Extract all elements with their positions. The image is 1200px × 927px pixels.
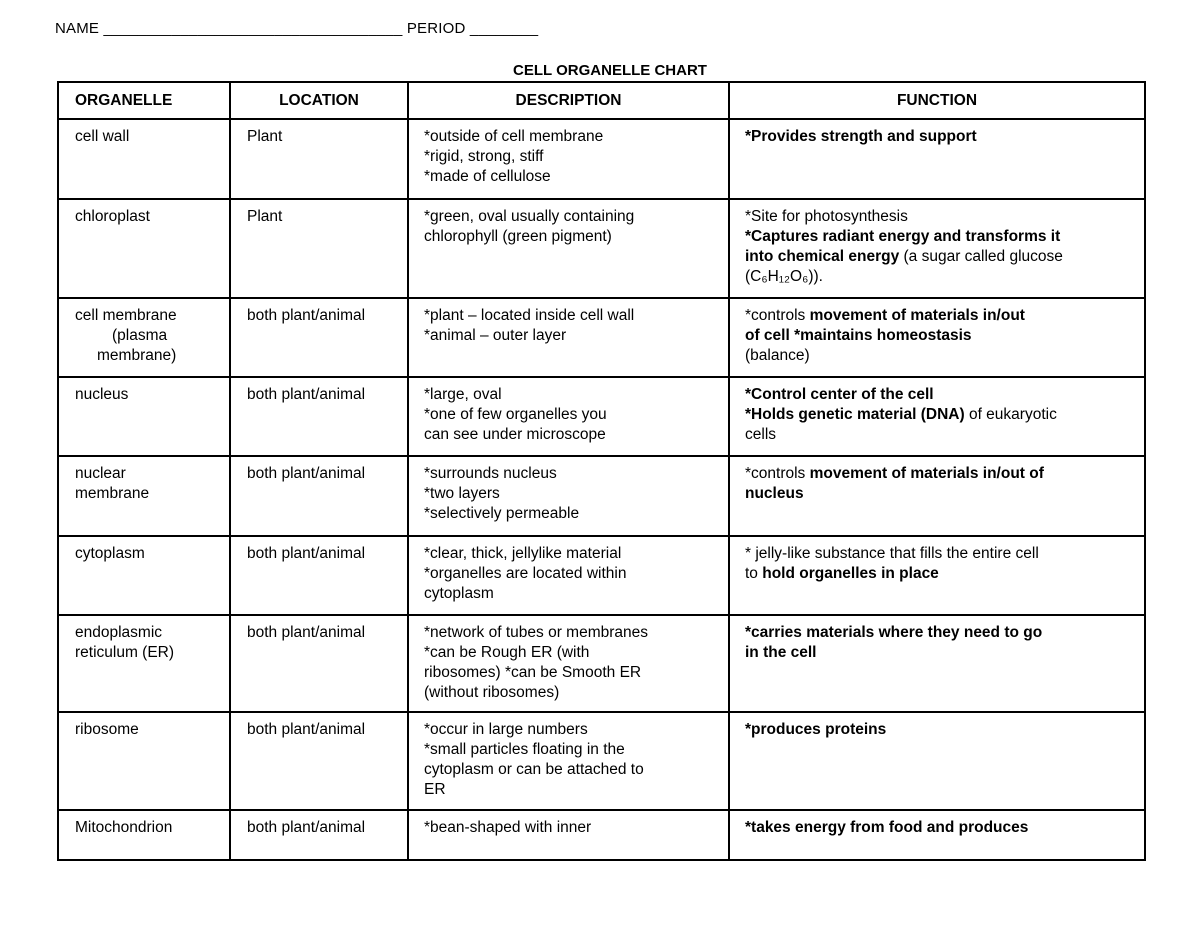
location-cell: both plant/animal	[230, 377, 408, 456]
function-cell: *Control center of the cell *Holds genetic material (DNA) of eukaryotic cells	[729, 377, 1145, 456]
organelle-cell: cell membrane (plasma membrane)	[58, 298, 230, 377]
column-header-organelle: ORGANELLE	[58, 82, 230, 119]
description-cell: *large, oval *one of few organelles you can see under microscope	[408, 377, 729, 456]
table-row	[58, 536, 1145, 615]
table-row	[58, 377, 1145, 456]
function-cell: * jelly-like substance that fills the entire cell to hold organelles in place	[729, 536, 1145, 615]
function-cell: *produces proteins	[729, 712, 1145, 810]
table-row	[58, 615, 1145, 712]
table-header-row	[58, 82, 1145, 119]
location-cell: Plant	[230, 199, 408, 298]
function-cell: *Site for photosynthesis *Captures radiant energy and transforms it into chemical energy (a sugar called glucose (C₆H₁₂O₆)).	[729, 199, 1145, 298]
organelle-cell: cell wall	[58, 119, 230, 199]
description-cell: *green, oval usually containing chlorophyll (green pigment)	[408, 199, 729, 298]
table-row	[58, 712, 1145, 810]
organelle-cell: endoplasmic reticulum (ER)	[58, 615, 230, 712]
description-cell: *bean-shaped with inner	[408, 810, 729, 860]
table-row	[58, 298, 1145, 377]
chart-title: CELL ORGANELLE CHART	[513, 62, 707, 79]
organelle-cell: nuclear membrane	[58, 456, 230, 536]
organelle-cell: nucleus	[58, 377, 230, 456]
description-cell: *surrounds nucleus *two layers *selectively permeable	[408, 456, 729, 536]
function-cell: *controls movement of materials in/out of nucleus	[729, 456, 1145, 536]
column-header-function: FUNCTION	[729, 82, 1145, 119]
table-row	[58, 199, 1145, 298]
location-cell: both plant/animal	[230, 536, 408, 615]
location-cell: both plant/animal	[230, 712, 408, 810]
table-row	[58, 456, 1145, 536]
location-cell: Plant	[230, 119, 408, 199]
organelle-cell: chloroplast	[58, 199, 230, 298]
organelle-cell: ribosome	[58, 712, 230, 810]
location-cell: both plant/animal	[230, 615, 408, 712]
organelle-cell: Mitochondrion	[58, 810, 230, 860]
table-row	[58, 810, 1145, 860]
function-cell: *carries materials where they need to go in the cell	[729, 615, 1145, 712]
location-cell: both plant/animal	[230, 456, 408, 536]
function-cell: *takes energy from food and produces	[729, 810, 1145, 860]
description-cell: *outside of cell membrane *rigid, strong, stiff *made of cellulose	[408, 119, 729, 199]
organelle-cell: cytoplasm	[58, 536, 230, 615]
description-cell: *network of tubes or membranes *can be Rough ER (with ribosomes) *can be Smooth ER (without ribosomes)	[408, 615, 729, 712]
organelle-table	[57, 81, 1146, 861]
column-header-location: LOCATION	[230, 82, 408, 119]
description-cell: *clear, thick, jellylike material *organelles are located within cytoplasm	[408, 536, 729, 615]
table-row	[58, 119, 1145, 199]
location-cell: both plant/animal	[230, 298, 408, 377]
function-cell: *controls movement of materials in/out of cell *maintains homeostasis (balance)	[729, 298, 1145, 377]
function-cell: *Provides strength and support	[729, 119, 1145, 199]
description-cell: *occur in large numbers *small particles floating in the cytoplasm or can be attached to ER	[408, 712, 729, 810]
location-cell: both plant/animal	[230, 810, 408, 860]
name-period-line: NAME ___________________________________ PERIOD ________	[55, 20, 539, 37]
column-header-description: DESCRIPTION	[408, 82, 729, 119]
description-cell: *plant – located inside cell wall *animal – outer layer	[408, 298, 729, 377]
